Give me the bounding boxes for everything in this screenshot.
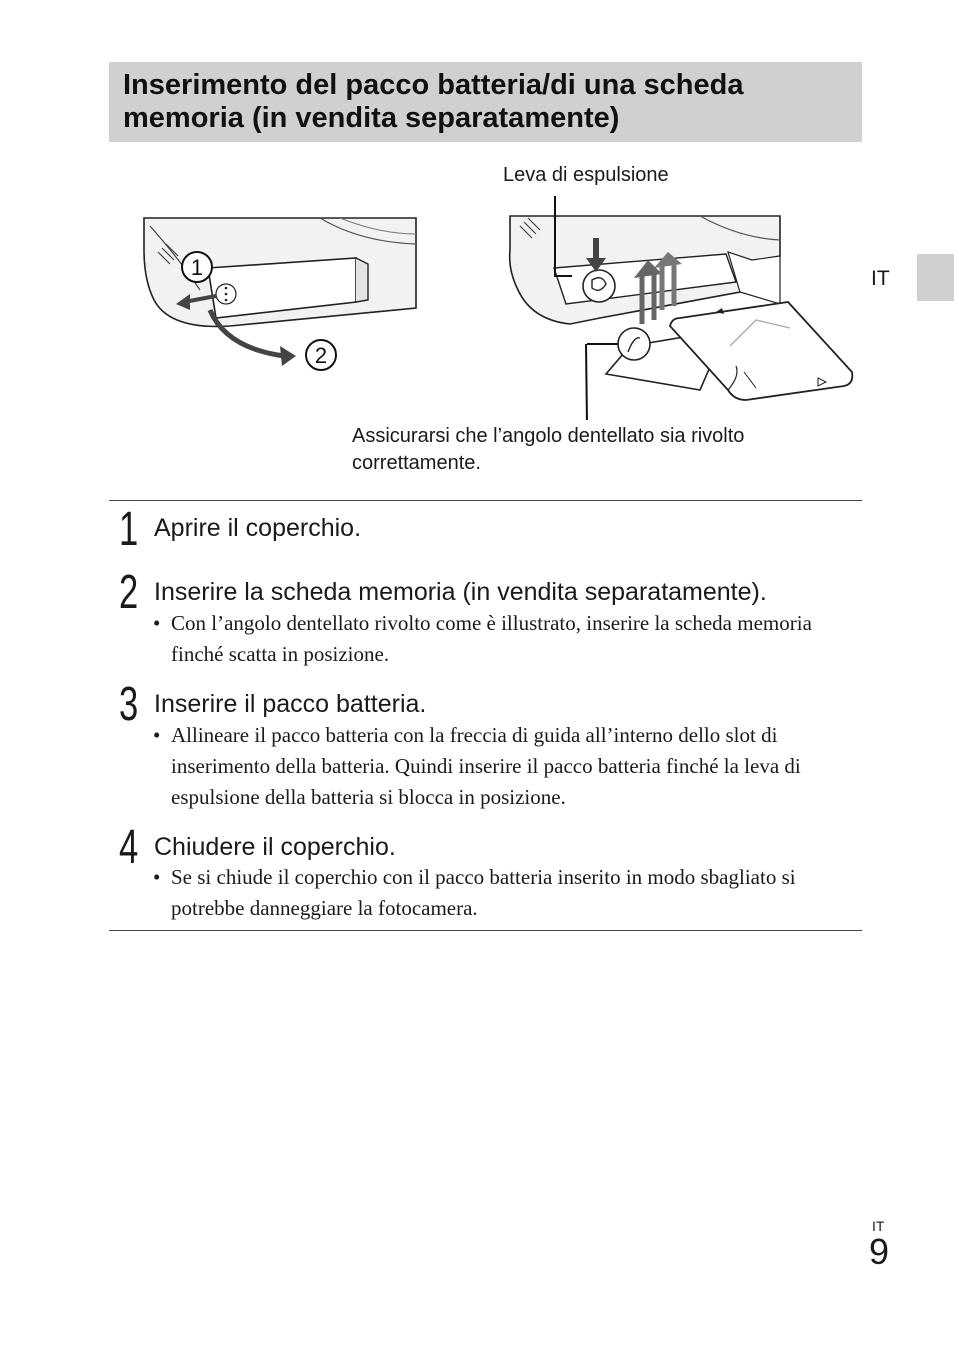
step-3-number: 3 (119, 678, 139, 731)
step-4-title: Chiudere il coperchio. (154, 833, 396, 861)
section-title: Inserimento del pacco batteria/di una scheda memoria (in vendita separatamente) (123, 69, 744, 134)
bullet-dot: • (153, 611, 161, 635)
step-4-bullet (153, 862, 863, 924)
camera-left-drawing (144, 218, 416, 366)
step-2-bullet-text: Con l’angolo dentellato rivolto come è illustrato, inserire la scheda memoria finché scatta in posizione. (171, 611, 812, 666)
marker-2-label: 2 (314, 343, 328, 368)
bullet-dot: • (153, 723, 161, 747)
page-number: 9 (869, 1231, 890, 1272)
step-1-number: 1 (119, 503, 139, 556)
step-3-bullet-text: Allineare il pacco batteria con la freccia di guida all’interno dello slot di inserimento della batteria. Quindi inserire il pacco batteria finché la leva di espulsione della batteria si blocca in posizione. (171, 723, 801, 809)
step-3-title: Inserire il pacco batteria. (154, 690, 427, 718)
bullet-dot: • (153, 865, 161, 889)
camera-right-drawing (510, 196, 853, 420)
footer-language-label: IT (872, 1218, 885, 1234)
steps-top-rule (109, 500, 862, 501)
callout-card-orientation: Assicurarsi che l’angolo dentellato sia rivolto correttamente. (352, 425, 745, 474)
step-3-bullet (153, 720, 863, 813)
step-2-bullet (153, 608, 863, 670)
camera-illustration (140, 160, 870, 420)
callout-eject-lever: Leva di espulsione (503, 164, 669, 186)
step-1-title: Aprire il coperchio. (154, 514, 362, 542)
step-4-number: 4 (119, 821, 139, 874)
side-language-label: IT (871, 267, 890, 290)
marker-1-label: 1 (190, 255, 204, 280)
step-4-bullet-text: Se si chiude il coperchio con il pacco batteria inserito in modo sbagliato si potrebbe danneggiare la fotocamera. (171, 865, 796, 920)
section-title-band (109, 62, 862, 142)
side-language-tab (917, 254, 954, 301)
step-2-title: Inserire la scheda memoria (in vendita separatamente). (154, 578, 767, 606)
steps-bottom-rule (109, 930, 862, 931)
step-2-number: 2 (119, 566, 139, 619)
